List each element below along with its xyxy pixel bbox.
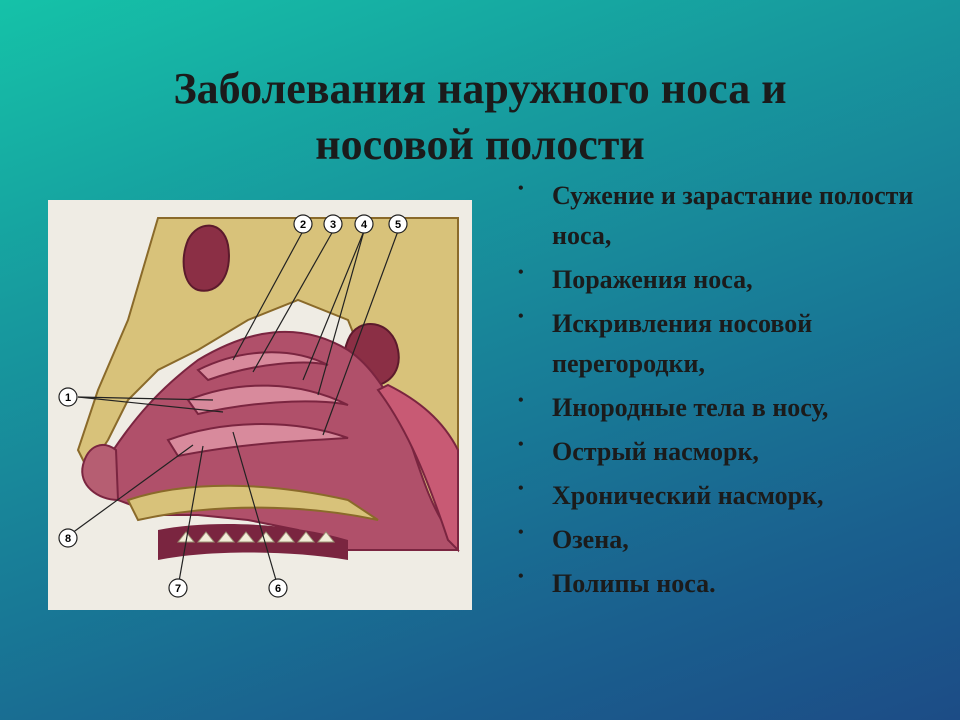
disease-list <box>516 176 936 608</box>
svg-text:8: 8 <box>64 533 72 545</box>
list-item <box>516 260 936 300</box>
marker-6 <box>269 579 287 597</box>
list-item <box>516 476 936 516</box>
marker-2 <box>294 215 312 233</box>
marker-1 <box>59 388 77 406</box>
slide-title: Заболевания наружного носа и носовой полости <box>173 64 787 170</box>
marker-3 <box>324 215 342 233</box>
frontal-sinus <box>184 226 229 291</box>
svg-text:2: 2 <box>299 219 307 231</box>
bullet-icon: • <box>518 568 524 585</box>
list-item-text: Сужение и зарастание полости носа, <box>552 181 914 250</box>
list-item <box>516 432 936 472</box>
nasal-cavity-illustration <box>48 200 472 610</box>
list-item-text: Искривления носовой перегородки, <box>552 309 813 378</box>
svg-text:6: 6 <box>274 583 282 595</box>
list-item <box>516 564 936 604</box>
marker-5 <box>389 215 407 233</box>
bullet-icon: • <box>518 524 524 541</box>
list-item-text: Хронический насморк, <box>552 481 824 510</box>
svg-text:1: 1 <box>64 392 72 404</box>
nasal-cavity-drawing <box>48 200 472 610</box>
list-item <box>516 304 936 384</box>
external-nose <box>82 445 118 500</box>
bullet-icon: • <box>518 180 524 197</box>
list-item-text: Острый насморк, <box>552 437 759 466</box>
svg-text:3: 3 <box>329 219 337 231</box>
bullet-icon: • <box>518 436 524 453</box>
bullet-icon: • <box>518 264 524 281</box>
list-item-text: Инородные тела в носу, <box>552 393 829 422</box>
list-item <box>516 176 936 256</box>
bullet-icon: • <box>518 308 524 325</box>
svg-text:5: 5 <box>394 219 402 231</box>
list-item <box>516 520 936 560</box>
svg-text:7: 7 <box>174 583 182 595</box>
marker-8 <box>59 529 77 547</box>
list-item-text: Полипы носа. <box>552 569 716 598</box>
marker-4 <box>355 215 373 233</box>
list-item-text: Озена, <box>552 525 629 554</box>
list-item <box>516 388 936 428</box>
bullet-icon: • <box>518 392 524 409</box>
marker-7 <box>169 579 187 597</box>
svg-text:4: 4 <box>360 219 368 231</box>
bullet-icon: • <box>518 480 524 497</box>
list-item-text: Поражения носа, <box>552 265 753 294</box>
